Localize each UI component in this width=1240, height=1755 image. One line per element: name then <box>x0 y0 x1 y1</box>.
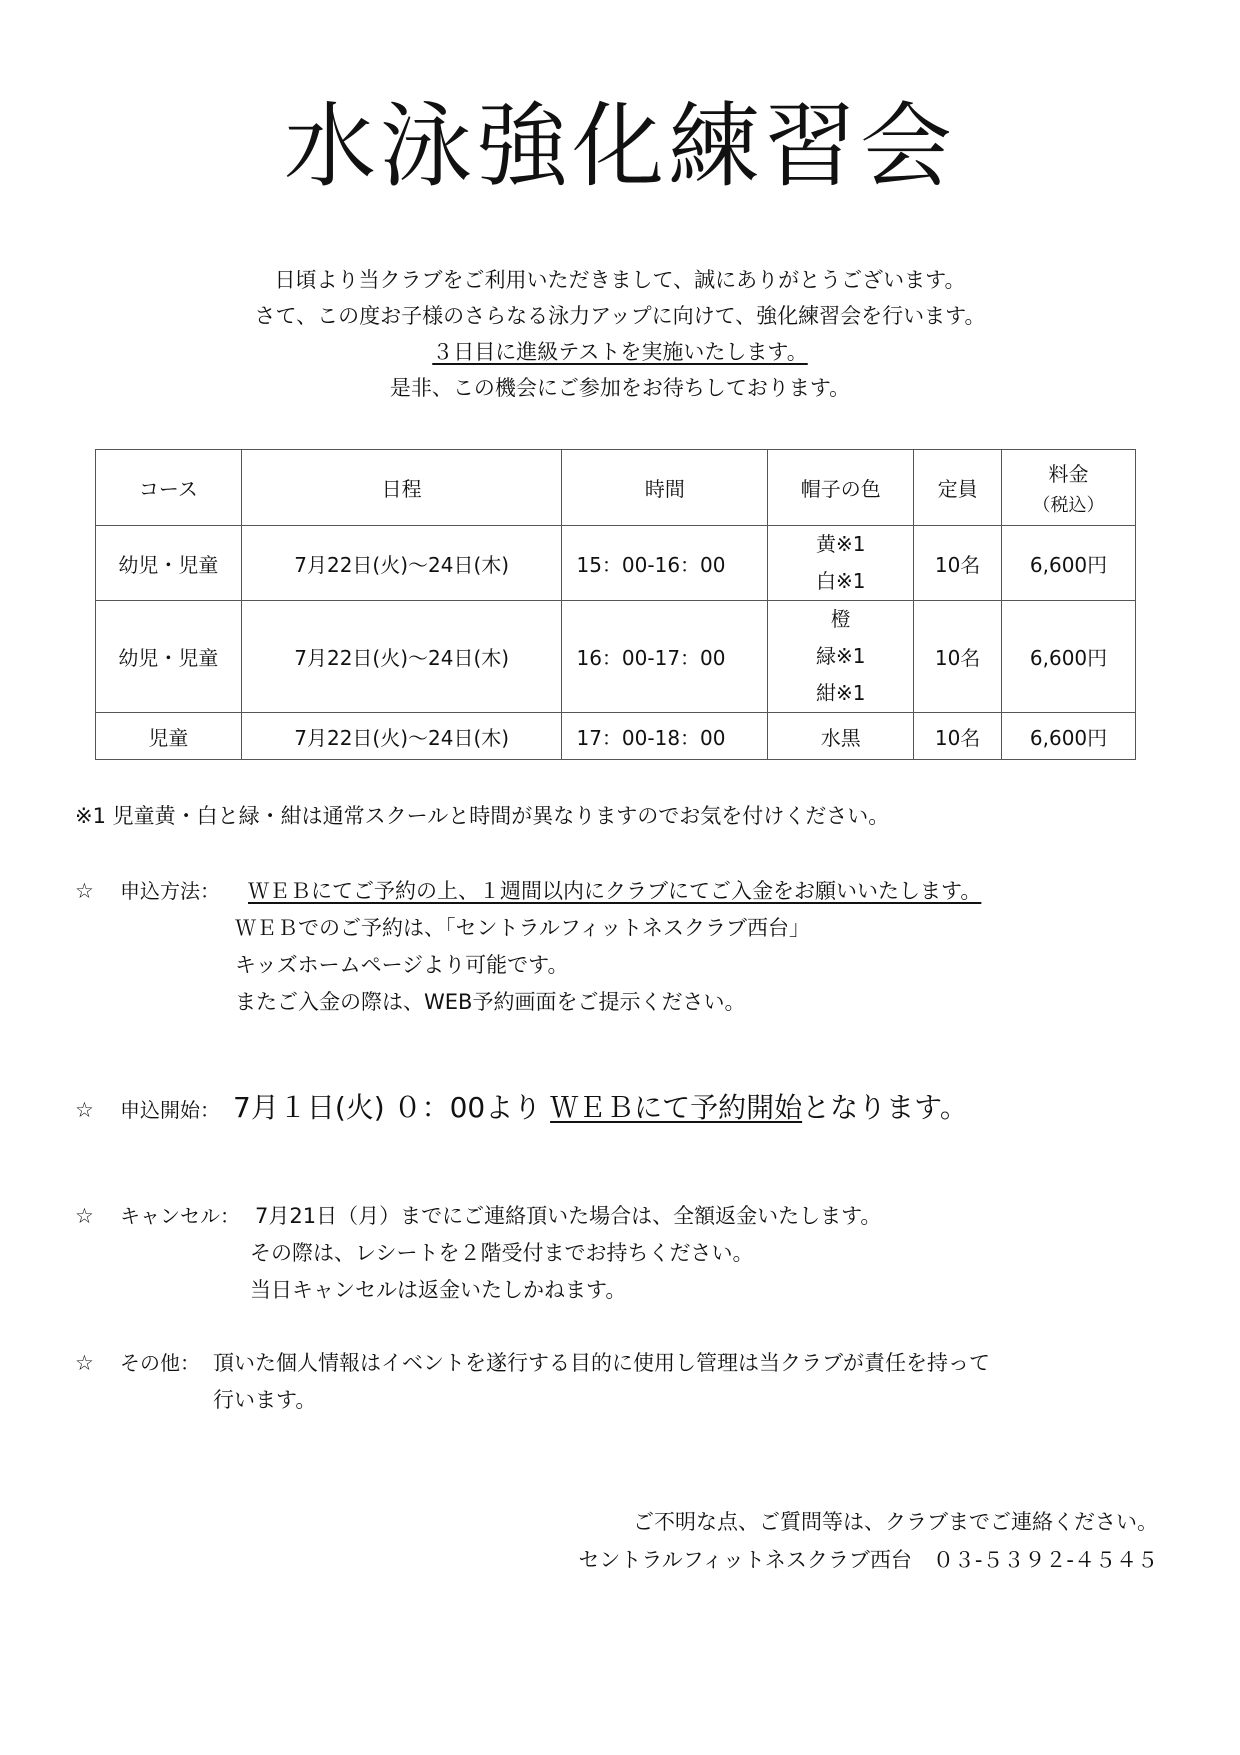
cell-time: 17：00-18：00 <box>562 713 768 760</box>
apply-method-section <box>75 873 1175 1023</box>
star-icon: ☆ <box>75 1351 94 1375</box>
header-capacity: 定員 <box>914 450 1002 526</box>
header-time: 時間 <box>562 450 768 526</box>
cell-time: 15：00-16：00 <box>562 526 768 601</box>
cell-course: 幼児・児童 <box>96 601 242 713</box>
cell-cap-color: 黄※1 白※1 <box>768 526 914 601</box>
schedule-table <box>95 449 1136 760</box>
cancel-label: キャンセル： <box>120 1204 240 1228</box>
footer-contact <box>578 1503 1158 1579</box>
cell-cap-color: 橙 緑※1 紺※1 <box>768 601 914 713</box>
intro-line-test: ３日目に進級テストを実施いたします。 <box>432 340 808 364</box>
apply-start-label: 申込開始： <box>120 1098 220 1122</box>
cell-capacity: 10名 <box>914 713 1002 760</box>
apply-start-text: 7月１日(火) ０：00より ＷＥＢにて予約開始となります。 <box>233 1091 968 1124</box>
other-section <box>75 1345 1175 1420</box>
cell-fee: 6,600円 <box>1002 713 1136 760</box>
cell-cap-color: 水黒 <box>768 713 914 760</box>
intro-text <box>0 262 1240 406</box>
cancel-line: 7月21日（月）までにご連絡頂いた場合は、全額返金いたします。 <box>255 1204 882 1228</box>
apply-method-line: キッズホームページより可能です。 <box>235 953 569 977</box>
table-row <box>96 526 1136 601</box>
cell-schedule: 7月22日(火)～24日(木) <box>241 713 562 760</box>
star-icon: ☆ <box>75 1098 94 1122</box>
intro-line: 是非、この機会にご参加をお待ちしております。 <box>389 376 851 400</box>
cancel-line: その際は、レシートを２階受付までお持ちください。 <box>250 1241 754 1265</box>
other-line: 行います。 <box>213 1388 317 1412</box>
star-icon: ☆ <box>75 879 94 903</box>
header-cap-color: 帽子の色 <box>768 450 914 526</box>
header-fee: 料金 （税込） <box>1002 450 1136 526</box>
apply-method-label: 申込方法： <box>120 879 220 903</box>
cell-schedule: 7月22日(火)～24日(木) <box>241 526 562 601</box>
cell-fee: 6,600円 <box>1002 526 1136 601</box>
cell-fee: 6,600円 <box>1002 601 1136 713</box>
table-header-row <box>96 450 1136 526</box>
note-1: ※1 児童黄・白と緑・紺は通常スクールと時間が異なりますのでお気を付けください。 <box>75 804 890 828</box>
cancel-line: 当日キャンセルは返金いたしかねます。 <box>250 1278 627 1302</box>
apply-method-line: ＷＥＢにてご予約の上、１週間以内にクラブにてご入金をお願いいたします。 <box>248 879 982 903</box>
cell-course: 幼児・児童 <box>96 526 242 601</box>
cell-schedule: 7月22日(火)～24日(木) <box>241 601 562 713</box>
header-schedule: 日程 <box>241 450 562 526</box>
other-line: 頂いた個人情報はイベントを遂行する目的に使用し管理は当クラブが責任を持って <box>213 1351 990 1375</box>
cell-capacity: 10名 <box>914 526 1002 601</box>
footer-line: ご不明な点、ご質問等は、クラブまでご連絡ください。 <box>633 1510 1158 1534</box>
apply-method-line: またご入金の際は、WEB予約画面をご提示ください。 <box>235 990 746 1014</box>
intro-line: 日頃より当クラブをご利用いただきまして、誠にありがとうございます。 <box>274 268 966 292</box>
cell-course: 児童 <box>96 713 242 760</box>
table-row <box>96 713 1136 760</box>
other-label: その他： <box>120 1351 200 1375</box>
table-row <box>96 601 1136 713</box>
footer-phone: セントラルフィットネスクラブ西台 ０３-５３９２-４５４５ <box>578 1548 1158 1572</box>
apply-start-section <box>75 1092 1175 1136</box>
page-title: 水泳強化練習会 <box>283 93 956 200</box>
header-course: コース <box>96 450 242 526</box>
apply-method-line: ＷＥＢでのご予約は、「セントラルフィットネスクラブ西台」 <box>235 916 810 940</box>
star-icon: ☆ <box>75 1204 94 1228</box>
intro-line: さて、この度お子様のさらなる泳力アップに向けて、強化練習会を行います。 <box>254 304 986 328</box>
cancel-section <box>75 1198 1175 1310</box>
cell-capacity: 10名 <box>914 601 1002 713</box>
cell-time: 16：00-17：00 <box>562 601 768 713</box>
